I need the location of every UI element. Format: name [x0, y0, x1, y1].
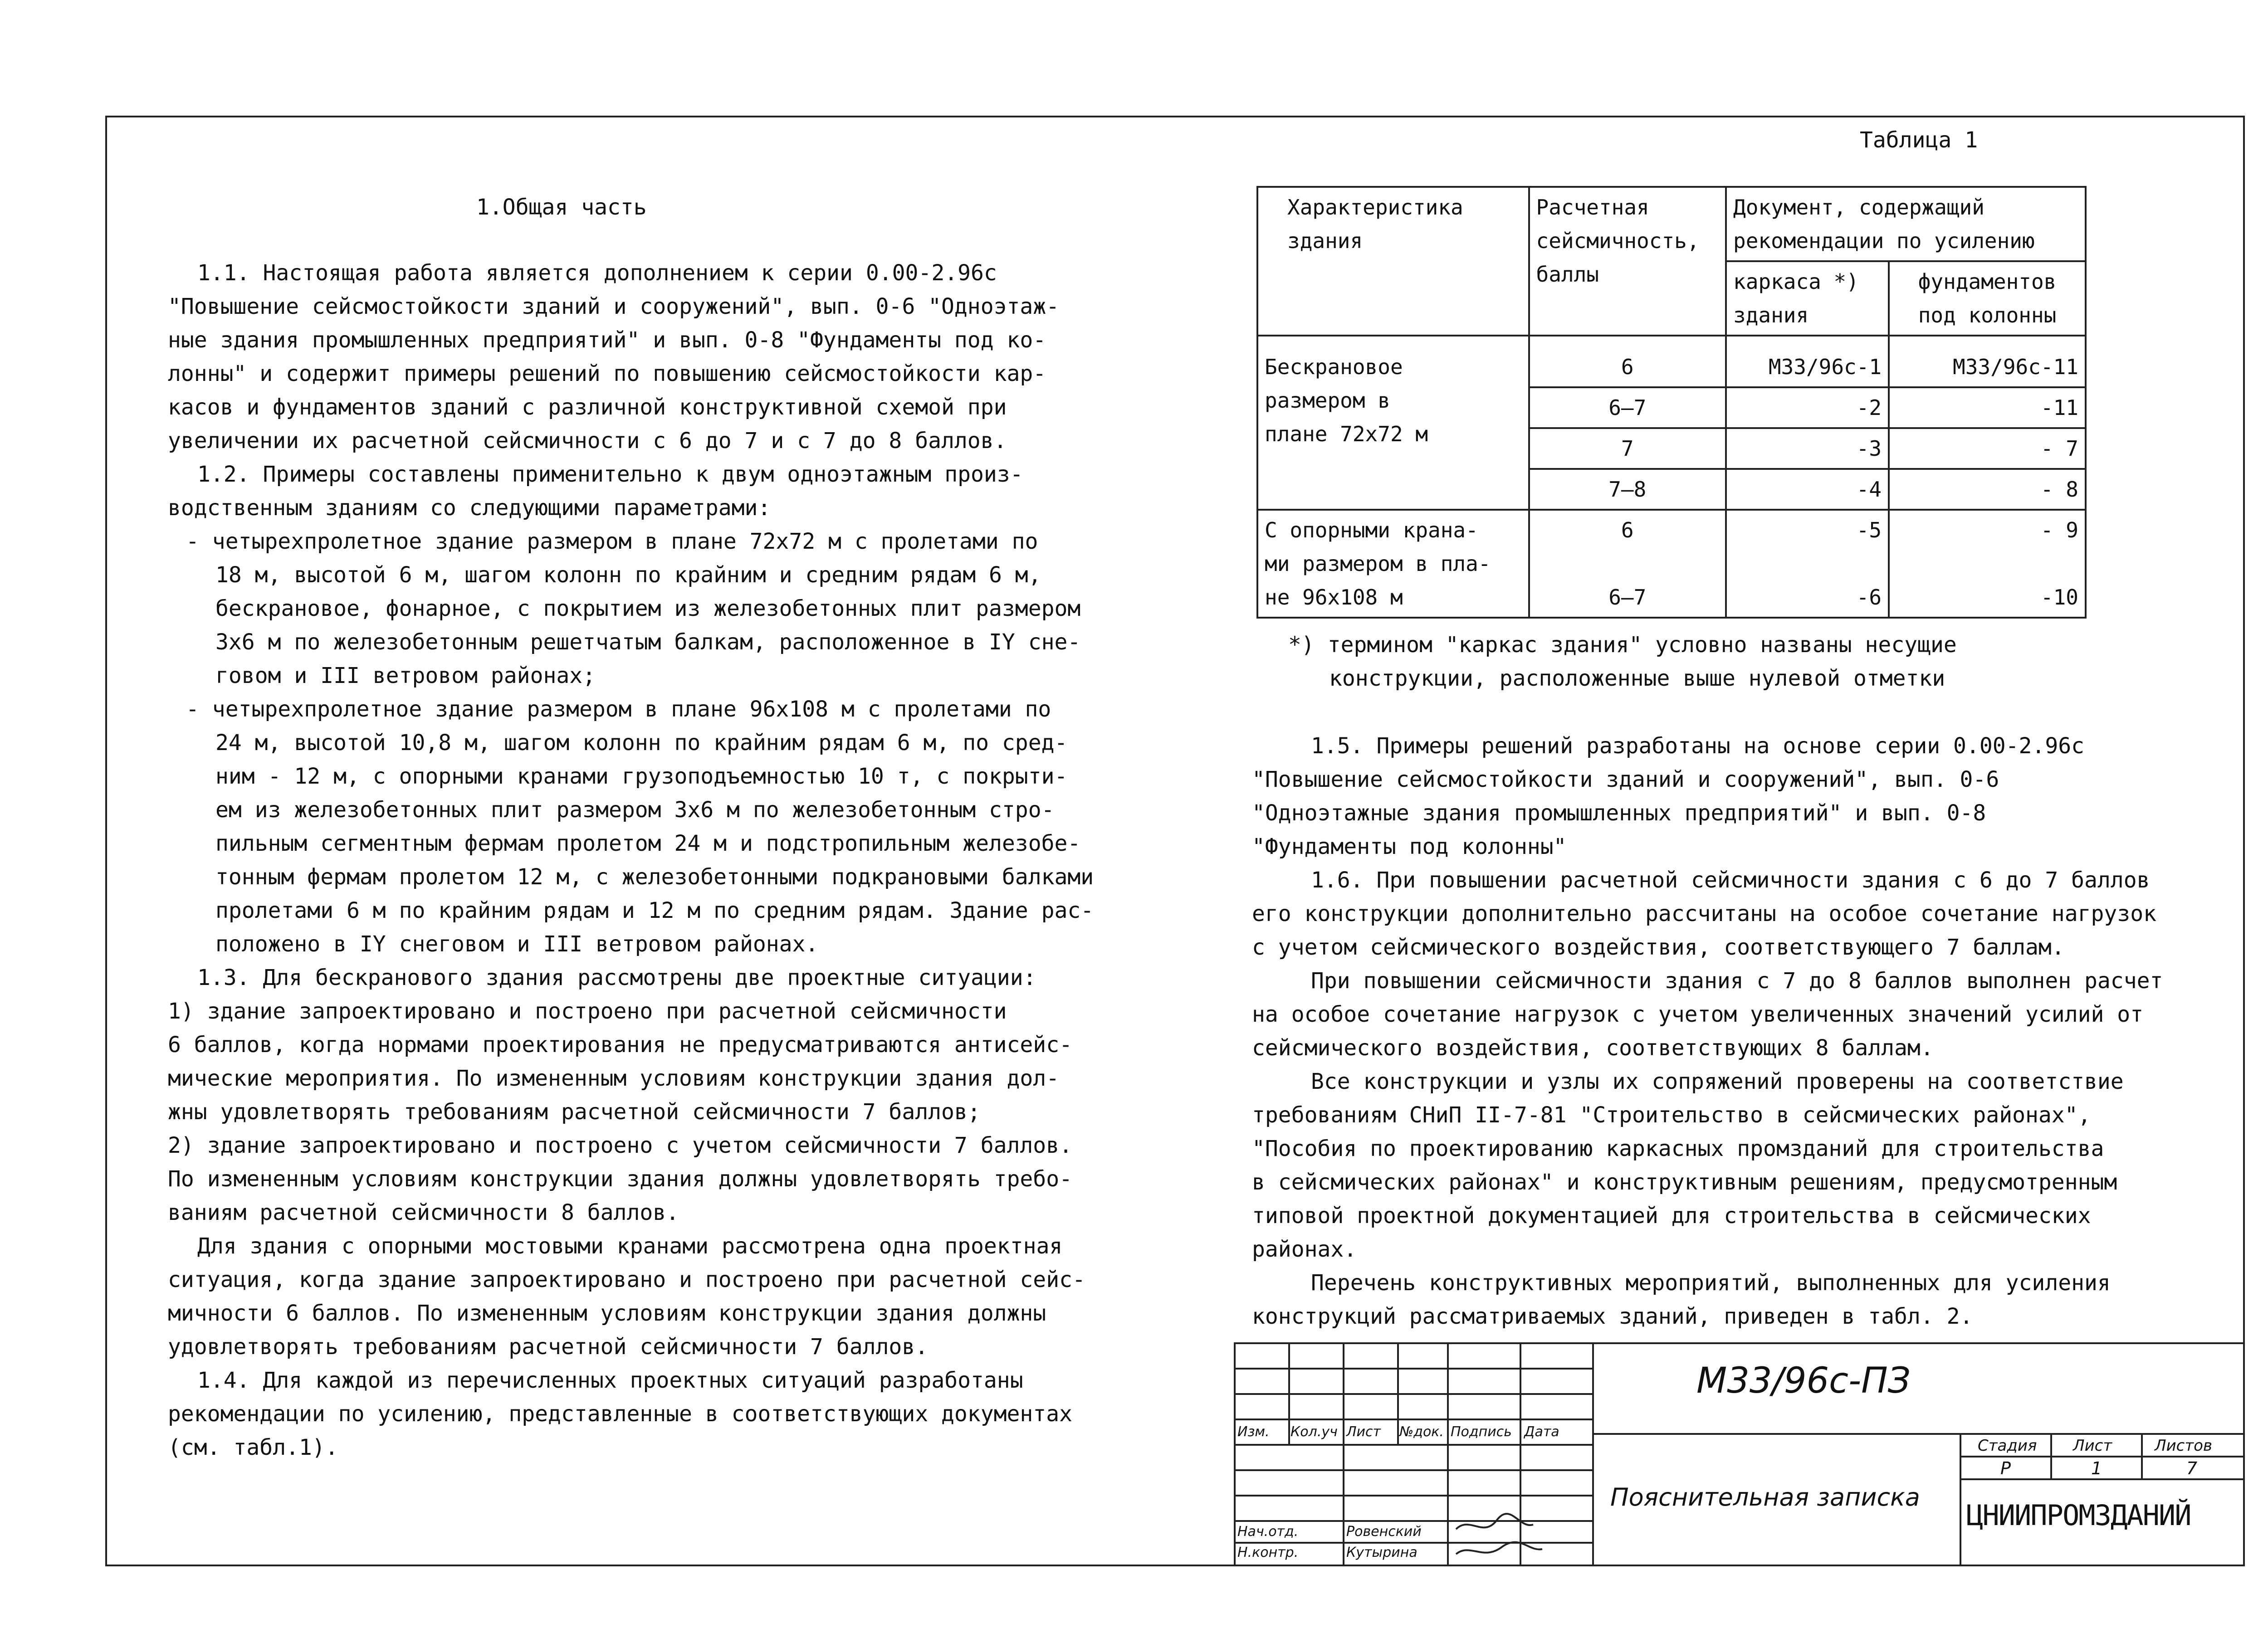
left-line: Для здания с опорными мостовыми кранами рассмотрена одна проектная: [197, 1233, 1063, 1259]
cell-foundation-doc: - 8: [1889, 469, 2086, 510]
right-line: конструкций рассматриваемых зданий, приведен в табл. 2.: [1252, 1304, 1973, 1329]
right-line: типовой проектной документацией для строительства в сейсмических: [1252, 1203, 2091, 1228]
cell-seismicity: 7: [1529, 428, 1726, 469]
left-line: мичности 6 баллов. По измененным условиям конструкции здания должны: [168, 1301, 1046, 1326]
cell-seismicity: 6: [1529, 336, 1726, 387]
right-line: в сейсмических районах" и конструктивным решениям, предусмотренным: [1252, 1170, 2117, 1195]
left-line: удовлетворять требованиям расчетной сейсмичности 7 баллов.: [168, 1334, 929, 1360]
left-line: говом и III ветровом районах;: [215, 663, 596, 688]
right-line: "Пособия по проектированию каркасных промзданий для строительства: [1252, 1136, 2104, 1161]
left-line: рекомендации по усилению, представленные в соответствующих документах: [168, 1401, 1072, 1427]
cell-foundation-doc: -11: [1889, 387, 2086, 428]
head-dept-name: Ровенский: [1346, 1524, 1422, 1540]
left-line: 2) здание запроектировано и построено с учетом сейсмичности 7 баллов.: [168, 1133, 1072, 1158]
cell-frame-doc: -3: [1726, 428, 1889, 469]
cell-foundation-doc: - 7: [1889, 428, 2086, 469]
sheets-total-value: 7: [2186, 1458, 2198, 1478]
left-line: 24 м, высотой 10,8 м, шагом колонн по крайним рядам 6 м, по сред-: [215, 730, 1068, 756]
left-line: мические мероприятия. По измененным условиям конструкции здания дол-: [168, 1066, 1060, 1091]
cell-foundation-doc: - 9 -10: [1889, 510, 2086, 618]
col-label: Дата: [1524, 1424, 1559, 1440]
col-label: Изм.: [1237, 1424, 1270, 1440]
left-line: 3х6 м по железобетонным решетчатым балкам, расположенное в IY сне-: [215, 629, 1081, 655]
document-title: Пояснительная записка: [1610, 1483, 1920, 1511]
right-line: его конструкции дополнительно рассчитаны на особое сочетание нагрузок: [1252, 901, 2156, 926]
header-characteristic: Характеристика здания: [1257, 187, 1529, 336]
head-dept-label: Нач.отд.: [1237, 1524, 1299, 1540]
left-line: водственным зданиям со следующими параметрами:: [168, 495, 771, 521]
right-line: сейсмического воздействия, соответствующих 8 баллам.: [1252, 1035, 1934, 1061]
cell-frame-doc: -4: [1726, 469, 1889, 510]
header-document: Документ, содержащий рекомендации по усилению: [1726, 187, 2086, 261]
group1-label: Бескрановое размером в плане 72х72 м: [1257, 336, 1529, 510]
right-line: "Фундаменты под колонны": [1252, 834, 1567, 859]
left-line: 1.4. Для каждой из перечисленных проектных ситуаций разработаны: [197, 1368, 1023, 1393]
right-line: При повышении сейсмичности здания с 7 до 8 баллов выполнен расчет: [1311, 968, 2163, 994]
header-foundations: фундаментов под колонны: [1889, 261, 2086, 336]
footnote-line: конструкции, расположенные выше нулевой отметки: [1329, 666, 1945, 691]
right-line: районах.: [1252, 1237, 1357, 1262]
right-line: на особое сочетание нагрузок с учетом увеличенных значений усилий от: [1252, 1002, 2144, 1027]
left-line: пролетами 6 м по крайним рядам и 12 м по средним рядам. Здание рас-: [215, 898, 1094, 923]
right-line: требованиям СНиП II-7-81 "Строительство в сейсмических районах",: [1252, 1102, 2091, 1128]
left-line: пильным сегментным фермам пролетом 24 м и подстропильным железобе-: [215, 831, 1081, 856]
left-line: положено в IY снеговом и III ветровом районах.: [215, 931, 819, 957]
left-line: жны удовлетворять требованиям расчетной сейсмичности 7 баллов;: [168, 1099, 981, 1125]
document-code: М33/96с-ПЗ: [1696, 1360, 1911, 1401]
col-label: Подпись: [1451, 1424, 1512, 1440]
left-line: лонны" и содержит примеры решений по повышению сейсмостойкости кар-: [168, 361, 1046, 386]
cell-frame-doc: М33/96с-1: [1726, 336, 1889, 387]
stage-value: Р: [2000, 1458, 2011, 1478]
left-line: 6 баллов, когда нормами проектирования не предусматриваются антисейс-: [168, 1032, 1072, 1058]
signature-image: [1452, 1511, 1588, 1561]
left-line: - четырехпролетное здание размером в плане 96х108 м с пролетами по: [186, 697, 1051, 722]
right-line: "Одноэтажные здания промышленных предприятий" и вып. 0-8: [1252, 800, 1986, 826]
norm-control-name: Кутырина: [1346, 1545, 1418, 1560]
left-line: касов и фундаментов зданий с различной конструктивной схемой при: [168, 395, 1007, 420]
left-line: 1.3. Для бескранового здания рассмотрены две проектные ситуации:: [197, 965, 1036, 990]
right-line: с учетом сейсмического воздействия, соответствующего 7 баллам.: [1252, 935, 2065, 960]
left-line: 1.2. Примеры составлены применительно к двум одноэтажным произ-: [197, 462, 1023, 487]
right-line: "Повышение сейсмостойкости зданий и сооружений", вып. 0-6: [1252, 767, 1999, 792]
right-line: 1.5. Примеры решений разработаны на основе серии 0.00-2.96с: [1311, 733, 2085, 759]
left-line: 18 м, высотой 6 м, шагом колонн по крайним и средним рядам 6 м,: [215, 562, 1041, 588]
left-line: ним - 12 м, с опорными кранами грузоподъемностью 10 т, с покрыти-: [215, 764, 1068, 789]
title-block: [1234, 1342, 2245, 1565]
group2-label: С опорными крана- ми размером в пла- не 96х108 м: [1257, 510, 1529, 618]
right-line: Все конструкции и узлы их сопряжений проверены на соответствие: [1311, 1069, 2124, 1094]
left-line: тонным фермам пролетом 12 м, с железобетонными подкрановыми балками: [215, 864, 1094, 890]
right-line: 1.6. При повышении расчетной сейсмичности здания с 6 до 7 баллов: [1311, 868, 2150, 893]
header-seismicity: Расчетная сейсмичность, баллы: [1529, 187, 1726, 336]
left-line: - четырехпролетное здание размером в плане 72х72 м с пролетами по: [186, 529, 1038, 554]
header-frame: каркаса *) здания: [1726, 261, 1889, 336]
left-line: бескрановое, фонарное, с покрытием из железобетонных плит размером: [215, 596, 1081, 621]
left-line: (см. табл.1).: [168, 1435, 338, 1460]
col-label: №док.: [1399, 1424, 1444, 1440]
frame-bottom-line: [105, 1565, 2245, 1566]
table-caption: Таблица 1: [1860, 127, 1978, 153]
col-label: Лист: [1346, 1424, 1381, 1440]
col-label: Кол.уч: [1290, 1424, 1338, 1440]
sheets-total-label: Листов: [2155, 1437, 2213, 1455]
sheet-label: Лист: [2073, 1437, 2112, 1455]
cell-frame-doc: -2: [1726, 387, 1889, 428]
stage-label: Стадия: [1978, 1437, 2037, 1455]
cell-seismicity: 6—7: [1529, 387, 1726, 428]
left-line: ситуация, когда здание запроектировано и построено при расчетной сейс-: [168, 1267, 1085, 1292]
left-line: ем из железобетонных плит размером 3х6 м по железобетонным стро-: [215, 797, 1055, 823]
norm-control-label: Н.контр.: [1237, 1545, 1299, 1560]
footnote-line: *) термином "каркас здания" условно названы несущие: [1288, 632, 1957, 658]
organization-name: ЦНИИПРОМЗДАНИЙ: [1966, 1499, 2191, 1532]
left-line: 1) здание запроектировано и построено при расчетной сейсмичности: [168, 999, 1007, 1024]
right-column-text: [1252, 0, 2214, 1360]
cell-seismicity: 7—8: [1529, 469, 1726, 510]
left-line: "Повышение сейсмостойкости зданий и сооружений", вып. 0-6 "Одноэтаж-: [168, 294, 1060, 319]
cell-foundation-doc: М33/96с-11: [1889, 336, 2086, 387]
left-column-text: [168, 0, 1148, 1542]
cell-frame-doc: -5 -6: [1726, 510, 1889, 618]
left-line: увеличении их расчетной сейсмичности с 6 до 7 и с 7 до 8 баллов.: [168, 428, 1007, 453]
left-line: ные здания промышленных предприятий" и вып. 0-8 "Фундаменты под ко-: [168, 327, 1046, 353]
left-line: По измененным условиям конструкции здания должны удовлетворять требо-: [168, 1166, 1072, 1192]
section-title: 1.Общая часть: [476, 195, 647, 220]
right-line: Перечень конструктивных мероприятий, выполненных для усиления: [1311, 1270, 2111, 1296]
left-line: 1.1. Настоящая работа является дополнением к серии 0.00-2.96с: [197, 260, 997, 286]
cell-seismicity: 6 6—7: [1529, 510, 1726, 618]
sheet-value: 1: [2091, 1458, 2102, 1478]
left-line: ваниям расчетной сейсмичности 8 баллов.: [168, 1200, 679, 1225]
